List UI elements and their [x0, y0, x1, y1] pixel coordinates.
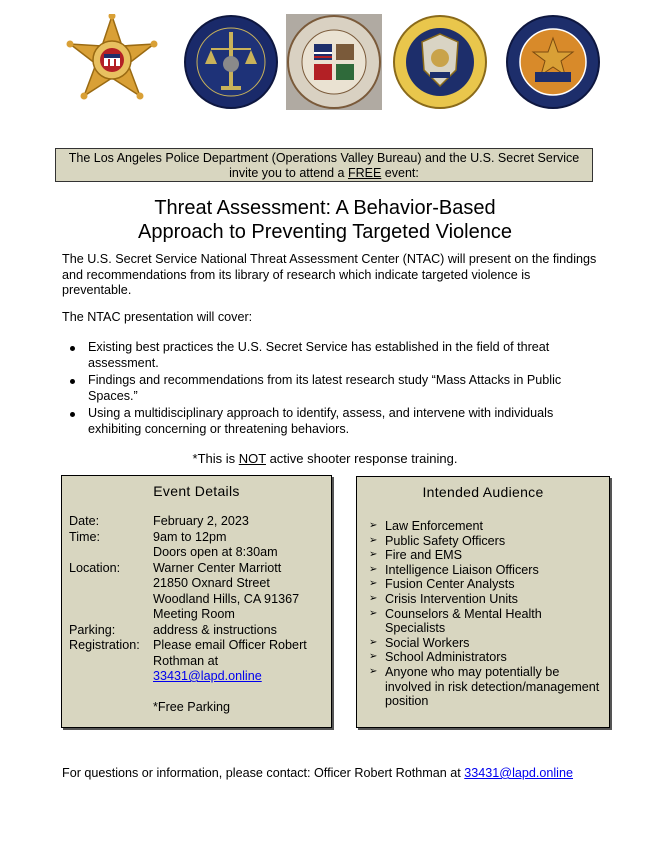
cover-heading: The NTAC presentation will cover:	[62, 310, 253, 324]
contact-text: For questions or information, please contact: Officer Robert Rothman at	[62, 766, 465, 780]
arrow-bullet-icon: ➢	[369, 651, 378, 663]
parking-row	[69, 622, 277, 639]
list-item	[62, 373, 602, 404]
arrow-bullet-icon: ➢	[369, 549, 378, 561]
event-title	[0, 196, 650, 244]
registration-row-2	[69, 653, 219, 670]
list-item	[369, 665, 605, 709]
street-value: 21850 Oxnard Street	[153, 576, 270, 590]
city-value: Woodland Hills, CA 91367	[153, 591, 300, 606]
registration-row	[69, 638, 307, 654]
time-value: 9am to 12pm	[153, 529, 227, 544]
event-details-title: Event Details	[153, 483, 240, 499]
event-title-line-1: Threat Assessment: A Behavior-Based	[154, 197, 496, 219]
free-parking-note: *Free Parking	[153, 700, 230, 714]
list-item	[62, 340, 602, 371]
operations-valley-bureau-logo	[392, 14, 488, 110]
list-item-text: Law Enforcement	[385, 519, 484, 533]
location-row	[69, 560, 282, 577]
list-item	[369, 636, 605, 651]
lapd-seal-logo	[183, 14, 279, 110]
event-title-line-2: Approach to Preventing Targeted Violence	[138, 221, 512, 243]
doors-value: Doors open at 8:30am	[153, 545, 278, 559]
list-item	[369, 519, 605, 534]
event-details-box	[61, 475, 332, 728]
list-item-text: Fire and EMS	[385, 548, 462, 563]
street-row	[69, 576, 270, 592]
list-item-text: Public Safety Officers	[385, 533, 506, 548]
list-item-text: Anyone who may potentially be involved in risk detection/management position	[385, 664, 600, 709]
list-item	[369, 563, 605, 578]
registration-label: Registration:	[69, 638, 140, 652]
date-row	[69, 514, 249, 530]
list-item	[369, 548, 605, 563]
arrow-bullet-icon: ➢	[369, 607, 378, 619]
audience-list	[369, 519, 605, 709]
list-item-text: Crisis Intervention Units	[385, 591, 518, 606]
location-label: Location:	[69, 560, 121, 575]
list-item	[369, 592, 605, 607]
list-item-text: Social Workers	[385, 635, 470, 650]
list-item	[62, 406, 602, 437]
list-item-text: Findings and recommendations from its latest research study “Mass Attacks in Public Spaces.”	[88, 373, 562, 403]
invitation-text: invite you to attend a	[229, 166, 348, 180]
email-row	[69, 669, 262, 685]
not-emphasis: NOT	[238, 451, 266, 466]
intro-paragraph: The U.S. Secret Service National Threat Assessment Center (NTAC) will present on the findings and recommendations from its library of research which indicate targeted violence is preventable.	[62, 252, 597, 297]
arrow-bullet-icon: ➢	[369, 665, 378, 677]
doors-row	[69, 545, 278, 561]
arrow-bullet-icon: ➢	[369, 592, 378, 604]
arrow-bullet-icon: ➢	[369, 636, 378, 648]
invitation-banner	[55, 148, 593, 182]
us-secret-service-star-logo	[64, 14, 160, 110]
list-item-text: Using a multidisciplinary approach to identify, assess, and intervene with individuals exhibiting concerning or threatening behaviors.	[88, 406, 554, 436]
registration-email-link[interactable]: 33431@lapd.online	[153, 669, 262, 683]
list-item	[369, 534, 605, 549]
notice-text: *This is	[192, 451, 239, 466]
contact-email-link[interactable]: 33431@lapd.online	[464, 766, 573, 780]
notice-text-end: active shooter response training.	[265, 451, 458, 466]
bullet-icon	[70, 346, 75, 351]
arrow-bullet-icon: ➢	[369, 534, 378, 546]
invitation-text-end: event:	[381, 166, 419, 180]
bullet-icon	[70, 412, 75, 417]
cover-list	[62, 340, 602, 439]
list-item-text: Fusion Center Analysts	[385, 577, 515, 592]
time-label: Time:	[69, 529, 101, 544]
intended-audience-box	[356, 476, 610, 728]
invitation-line-2	[56, 166, 592, 181]
training-notice	[0, 451, 650, 466]
free-parking-row	[69, 700, 230, 716]
parking-value: address & instructions	[153, 622, 277, 637]
room-value: Meeting Room	[153, 607, 235, 621]
list-item	[369, 650, 605, 665]
bullet-icon	[70, 379, 75, 384]
parking-label: Parking:	[69, 622, 116, 637]
list-item-text: Counselors & Mental Health Specialists	[385, 606, 542, 636]
arrow-bullet-icon: ➢	[369, 563, 378, 575]
location-name: Warner Center Marriott	[153, 560, 282, 575]
logo-row	[0, 14, 650, 110]
date-label: Date:	[69, 514, 100, 528]
list-item-text: Intelligence Liaison Officers	[385, 562, 539, 577]
arrow-bullet-icon: ➢	[369, 578, 378, 590]
ntac-seal-logo	[505, 14, 601, 110]
time-row	[69, 529, 227, 546]
date-value: February 2, 2023	[153, 514, 249, 528]
arrow-bullet-icon: ➢	[369, 520, 378, 531]
registration-value-2: Rothman at	[153, 653, 219, 668]
invitation-line-1: The Los Angeles Police Department (Operations Valley Bureau) and the U.S. Secret Service	[68, 151, 580, 165]
room-row	[69, 607, 235, 623]
city-row	[69, 591, 300, 608]
list-item-text: Existing best practices the U.S. Secret Service has established in the field of threat assessment.	[88, 340, 550, 370]
city-of-los-angeles-seal-logo	[286, 14, 382, 110]
intended-audience-title: Intended Audience	[422, 484, 544, 500]
list-item-text: School Administrators	[385, 650, 507, 665]
free-emphasis: FREE	[347, 166, 382, 180]
list-item	[369, 577, 605, 592]
registration-value: Please email Officer Robert	[153, 638, 307, 652]
list-item	[369, 607, 605, 636]
contact-footer	[62, 766, 573, 780]
